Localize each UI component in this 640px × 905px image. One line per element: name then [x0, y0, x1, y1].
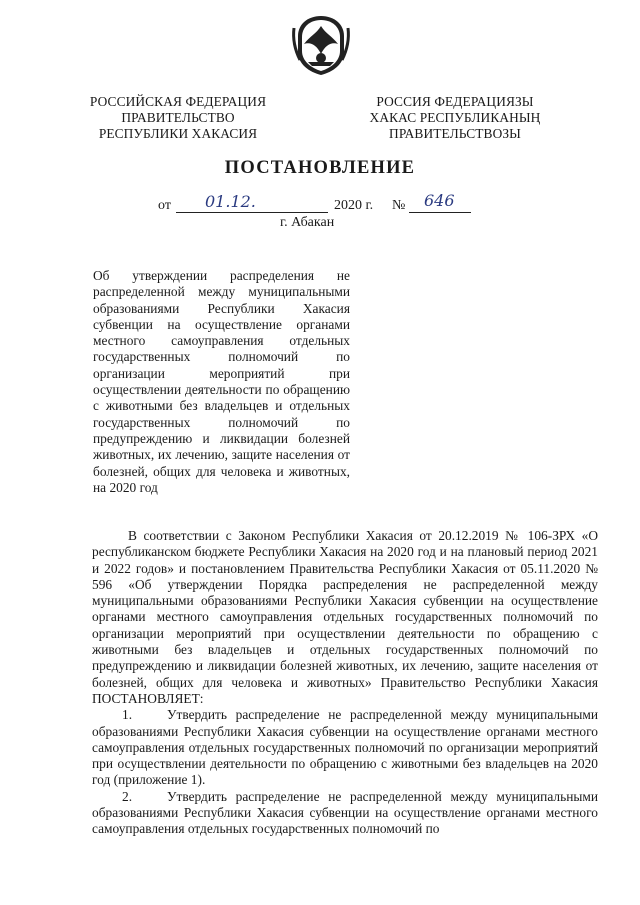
item-text: Утвердить распределение не распределенной между муниципальными образованиями Республики Хакасия субвенции на осуществление органами местного самоуправления отдельных государственных полномочий по	[92, 788, 598, 837]
preamble-paragraph: В соответствии с Законом Республики Хакасия от 20.12.2019 № 106-ЗРХ «О республиканском бюджете Республики Хакасия на 2020 год и на плановый период 2021 и 2022 годов» и постановлением Правительства Республики Хакасия от 05.11.2020 № 596 «Об утверждении Порядка распределения не распределенной между муниципальными образованиями Республики Хакасия субвенции на осуществление органами местного самоуправления отдельных государственных полномочий по организации мероприятий при осуществлении деятельности по обращению с животными без владельцев и отдельных государственных полномочий по предупреждению и ликвидации болезней животных, их лечению, защите населения от болезней, общих для человека и животных» Правительство Республики Хакасия ПОСТАНОВЛЯЕТ:	[92, 528, 598, 706]
header-left-line: РОССИЙСКАЯ ФЕДЕРАЦИЯ	[89, 94, 267, 109]
header-left-block	[78, 94, 278, 142]
header-right-line: ПРАВИТЕЛЬСТВОЗЫ	[389, 126, 521, 141]
number-handwritten: 646	[424, 191, 455, 210]
date-number-line	[0, 191, 640, 216]
item-number: 2.	[122, 788, 133, 804]
list-item	[92, 707, 598, 788]
number-sign: №	[392, 198, 406, 213]
city-label: г. Абакан	[280, 215, 335, 230]
document-subject: Об утверждении распределения не распределенной между муниципальными образованиями Республики Хакасия субвенции на осуществление органами местного самоуправления отдельных государственных полномочий по организации мероприятий при осуществлении деятельности по обращению с животными без владельцев и отдельных государственных полномочий по предупреждению и ликвидации болезней животных, их лечению, защите населения от болезней, общих для человека и животных, на 2020 год	[93, 268, 350, 495]
item-number: 1.	[122, 707, 133, 723]
header-left-line: ПРАВИТЕЛЬСТВО	[121, 110, 235, 125]
date-underline	[176, 212, 328, 213]
header-left-line: РЕСПУБЛИКИ ХАКАСИЯ	[98, 126, 258, 141]
header-right-line: РОССИЯ ФЕДЕРАЦИЯЗЫ	[376, 94, 534, 109]
date-handwritten: 01.12.	[205, 192, 256, 211]
header-right-block	[360, 94, 550, 142]
number-underline	[409, 212, 471, 213]
date-prefix: от	[158, 198, 171, 213]
header-right-line: ХАКАС РЕСПУБЛИКАНЫҢ	[369, 110, 541, 125]
item-text: Утвердить распределение не распределенной между муниципальными образованиями Республики Хакасия субвенции на осуществление органами местного самоуправления отдельных государственных полномочий по организации мероприятий при осуществлении деятельности по обращению с животными без владельцев на 2020 год (приложение 1).	[92, 707, 598, 788]
document-body	[92, 528, 598, 838]
list-item	[92, 789, 598, 838]
document-title: ПОСТАНОВЛЕНИЕ	[224, 158, 416, 178]
year-label: 2020 г.	[334, 198, 374, 213]
coat-of-arms-icon	[290, 14, 352, 76]
